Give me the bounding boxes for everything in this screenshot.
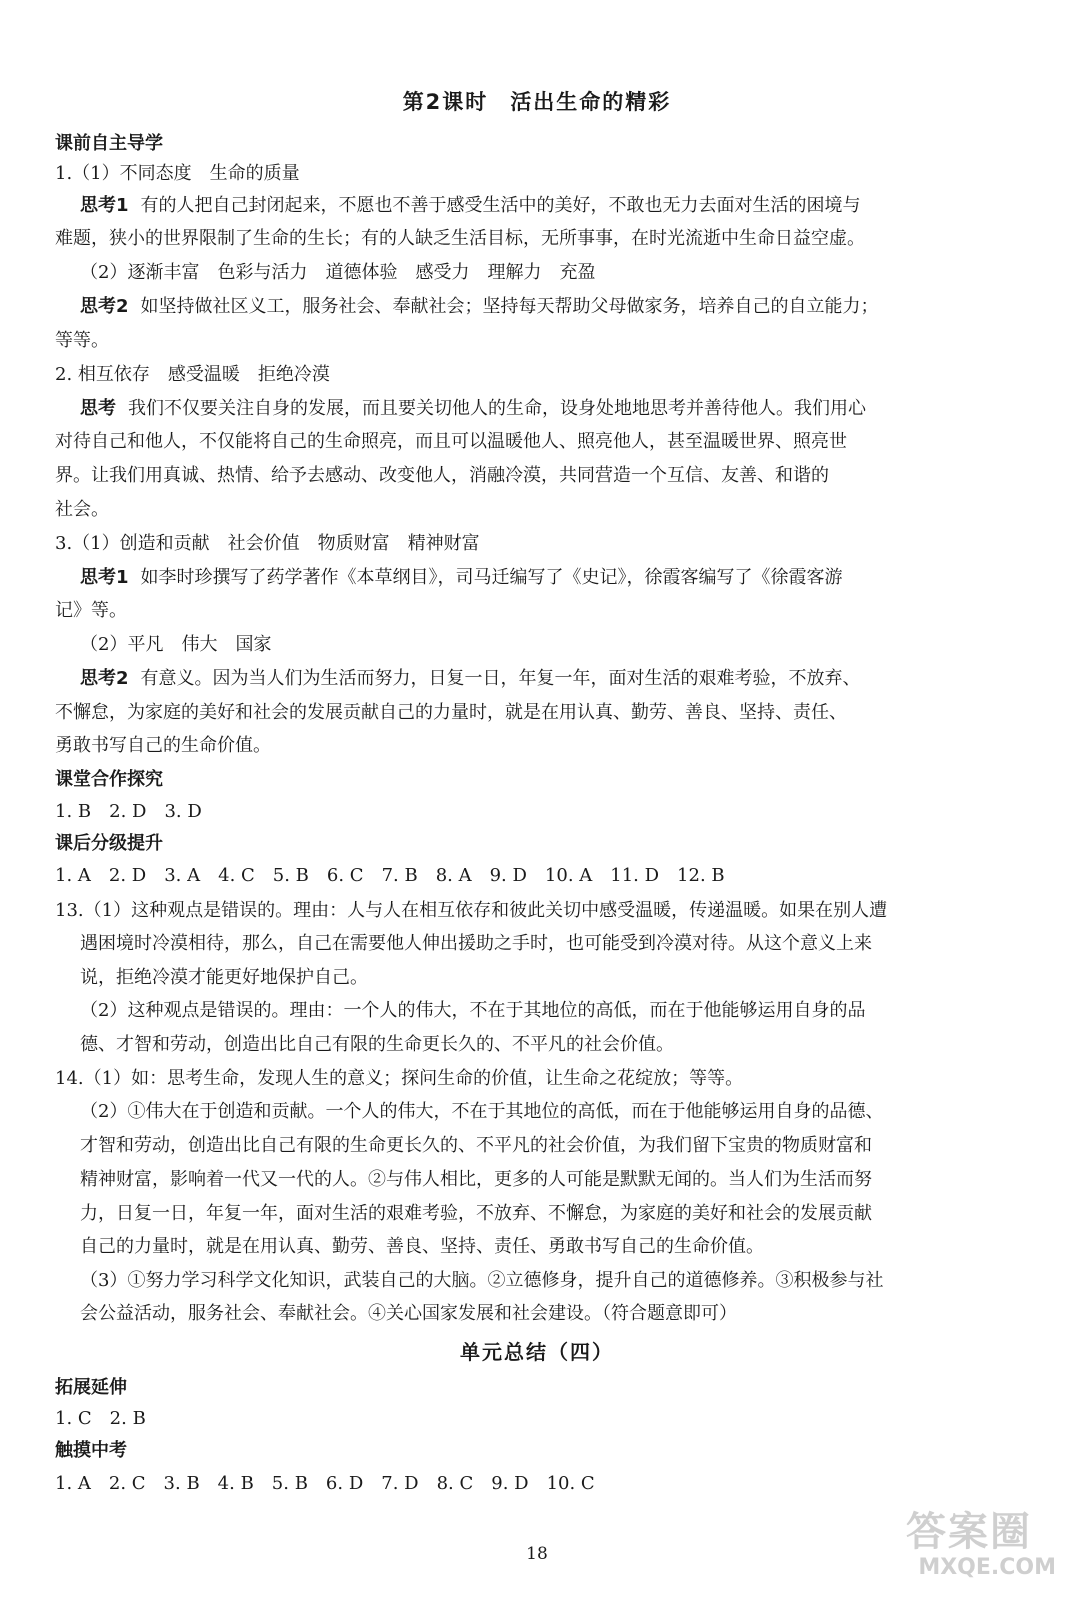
answer-line: 界。让我们用真诚、热情、给予去感动、改变他人，消融冷漠，共同营造一个互信、友善、和谐的 [55,465,829,486]
answer-line: 精神财富，影响着一代又一代的人。②与伟人相比，更多的人可能是默默无闻的。当人们为生活而努 [80,1169,872,1190]
answer-line: 思考2 有意义。因为当人们为生活而努力，日复一日，年复一年，面对生活的艰难考验，不放弃、 [80,668,861,689]
answer-line: 思考2 如坚持做社区义工，服务社会、奉献社会；坚持每天帮助父母做家务，培养自己的自立能力； [80,296,879,317]
page-number: 18 [526,1544,548,1564]
answer-line: 1. B 2. D 3. D [55,801,202,822]
watermark-stamp: 答案圈 [906,1509,1032,1555]
answer-line: 不懈怠，为家庭的美好和社会的发展贡献自己的力量时，就是在用认真、勤劳、善良、坚持、责任、 [55,702,847,723]
lesson-title [0,86,1074,116]
answer-line: 2. 相互依存 感受温暖 拒绝冷漠 [55,364,330,385]
watermark-logo [886,1500,1056,1580]
watermark-url: MXQE.COM [918,1555,1056,1580]
answer-line: 会公益活动，服务社会、奉献社会。④关心国家发展和社会建设。（符合题意即可） [80,1303,737,1324]
section-heading-extension: 拓展延伸 [55,1377,127,1398]
section-heading-inclass: 课堂合作探究 [55,769,163,790]
answer-line: （2）逐渐丰富 色彩与活力 道德体验 感受力 理解力 充盈 [80,262,596,283]
lesson-number: 第2课时 [402,90,489,114]
answer-line: （2）①伟大在于创造和贡献。一个人的伟大，不在于其地位的高低，而在于他能够运用自身的品德、 [80,1101,884,1122]
answer-line: 3.（1）创造和贡献 社会价值 物质财富 精神财富 [55,533,480,554]
answer-line: 1.（1）不同态度 生命的质量 [55,163,300,184]
answer-line: 勇敢书写自己的生命价值。 [55,735,271,756]
answer-line: 13.（1）这种观点是错误的。理由：人与人在相互依存和彼此关切中感受温暖，传递温暖。如果在别人遭 [55,900,888,921]
answer-line: 德、才智和劳动，创造出比自己有限的生命更长久的、不平凡的社会价值。 [80,1034,674,1055]
answer-line: 1. A 2. D 3. A 4. C 5. B 6. C 7. B 8. A 9. D 10. A 11. D 12. B [55,865,725,886]
unit-summary-title: 单元总结（四） [460,1340,614,1364]
think-label: 思考2 [80,668,129,689]
answer-line: 等等。 [55,330,109,351]
answer-line: （2）平凡 伟大 国家 [80,634,272,655]
answer-line: 思考1 有的人把自己封闭起来，不愿也不善于感受生活中的美好，不敢也无力去面对生活的困境与 [80,195,861,216]
think-label: 思考1 [80,567,129,588]
think-label: 思考1 [80,195,129,216]
section-heading-afterclass: 课后分级提升 [55,833,163,854]
answer-line: 难题，狭小的世界限制了生命的生长；有的人缺乏生活目标，无所事事，在时光流逝中生命日益空虚。 [55,228,865,249]
answer-line: 自己的力量时，就是在用认真、勤劳、善良、坚持、责任、勇敢书写自己的生命价值。 [80,1236,764,1257]
think-label: 思考2 [80,296,129,317]
answer-line: 1. A 2. C 3. B 4. B 5. B 6. D 7. D 8. C 9. D 10. C [55,1473,595,1494]
section-heading-exam: 触摸中考 [55,1440,127,1461]
answer-line: （2）这种观点是错误的。理由：一个人的伟大，不在于其地位的高低，而在于他能够运用自身的品 [80,1000,866,1021]
section-heading-preclass: 课前自主导学 [55,133,163,154]
answer-line: 对待自己和他人，不仅能将自己的生命照亮，而且可以温暖他人、照亮他人，甚至温暖世界、照亮世 [55,431,847,452]
answer-line: 记》等。 [55,600,127,621]
answer-line: 才智和劳动，创造出比自己有限的生命更长久的、不平凡的社会价值，为我们留下宝贵的物质财富和 [80,1135,872,1156]
answer-line: （3）①努力学习科学文化知识，武装自己的大脑。②立德修身，提升自己的道德修养。③积极参与社 [80,1270,884,1291]
answer-line: 遇困境时冷漠相待，那么，自己在需要他人伸出援助之手时，也可能受到冷漠对待。从这个意义上来 [80,933,872,954]
answer-line: 思考1 如李时珍撰写了药学著作《本草纲目》，司马迁编写了《史记》，徐霞客编写了《徐霞客游 [80,567,843,588]
answer-line: 1. C 2. B [55,1408,146,1429]
answer-line: 思考 我们不仅要关注自身的发展，而且要关切他人的生命，设身处地地思考并善待他人。我们用心 [80,398,866,419]
think-label: 思考 [80,398,116,419]
answer-line: 力，日复一日，年复一年，面对生活的艰难考验，不放弃、不懈怠，为家庭的美好和社会的发展贡献 [80,1203,872,1224]
answer-line: 说，拒绝冷漠才能更好地保护自己。 [80,967,368,988]
answer-line: 社会。 [55,499,109,520]
answer-line: 14.（1）如：思考生命，发现人生的意义；探问生命的价值，让生命之花绽放；等等。 [55,1068,744,1089]
lesson-name: 活出生命的精彩 [510,90,672,114]
